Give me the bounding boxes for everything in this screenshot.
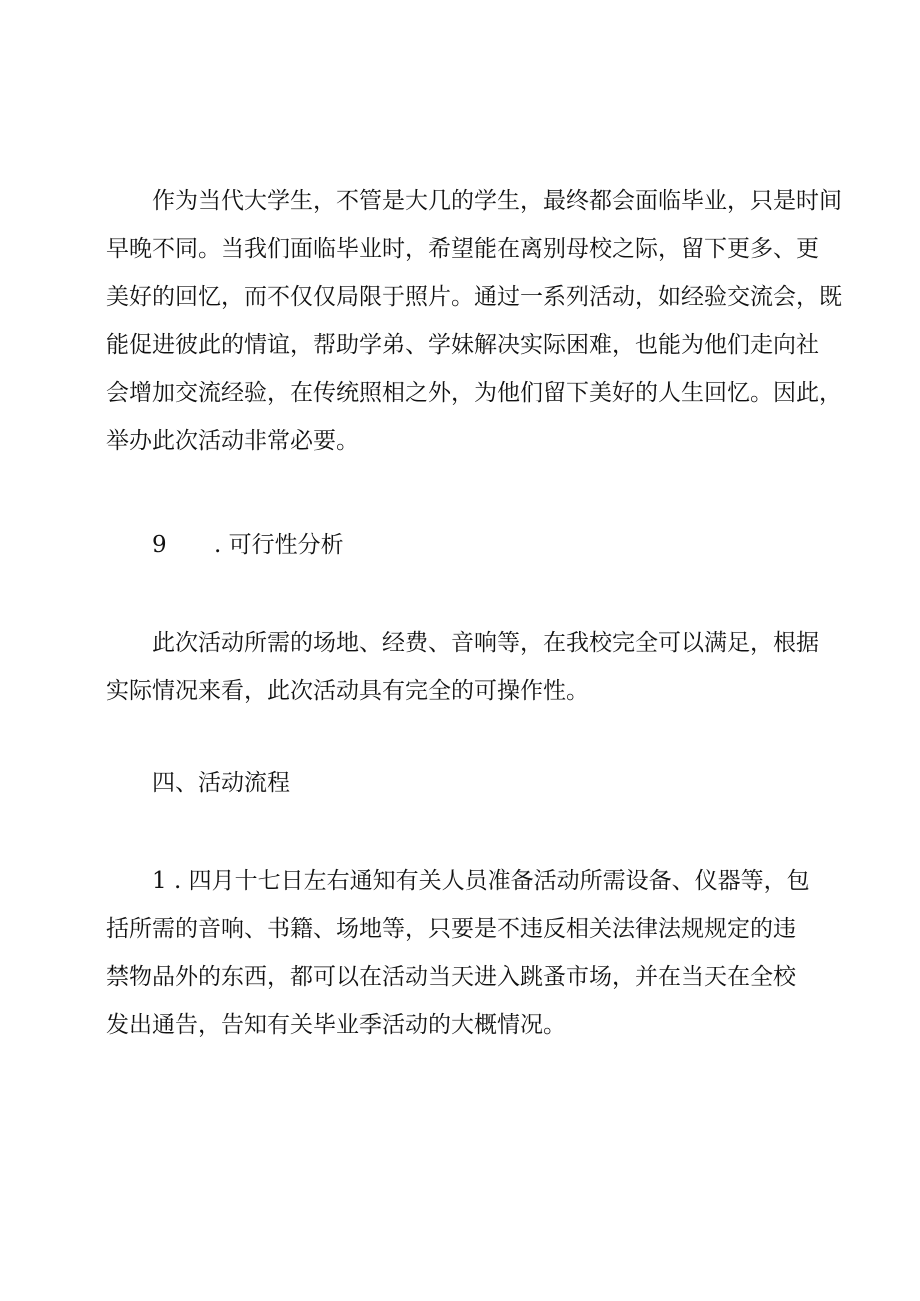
paragraph1-line-4: 能促进彼此的情谊，帮助学弟、学妹解决实际困难，也能为他们走向社	[106, 332, 819, 358]
paragraph2-line-2: 实际情况来看，此次活动具有完全的可操作性。	[106, 678, 589, 704]
paragraph3-line-3: 禁物品外的东西，都可以在活动当天进入跳蚤市场，并在当天在全校	[106, 964, 796, 990]
paragraph2-line-1: 此次活动所需的场地、经费、音响等，在我校完全可以满足，根据	[152, 630, 819, 656]
section-process-heading: 四、活动流程	[152, 770, 290, 796]
paragraph1-line-5: 会增加交流经验，在传统照相之外，为他们留下美好的人生回忆。因此，	[106, 380, 842, 406]
paragraph1-line-3: 美好的回忆，而不仅仅局限于照片。通过一系列活动，如经验交流会，既	[106, 284, 842, 310]
paragraph3-line-2: 括所需的音响、书籍、场地等，只要是不违反相关法律法规规定的违	[106, 916, 796, 942]
paragraph1-line-1: 作为当代大学生，不管是大几的学生，最终都会面临毕业，只是时间	[152, 188, 842, 214]
paragraph3-line-1: 1 . 四月十七日左右通知有关人员准备活动所需设备、仪器等，包	[152, 868, 810, 894]
paragraph1-line-2: 早晚不同。当我们面临毕业时，希望能在离别母校之际，留下更多、更	[106, 236, 819, 262]
section-feasibility-number: 9	[152, 532, 167, 558]
section-feasibility-heading: . 可行性分析	[214, 532, 344, 558]
paragraph1-line-6: 举办此次活动非常必要。	[106, 428, 359, 454]
paragraph3-line-4: 发出通告，告知有关毕业季活动的大概情况。	[106, 1012, 566, 1038]
